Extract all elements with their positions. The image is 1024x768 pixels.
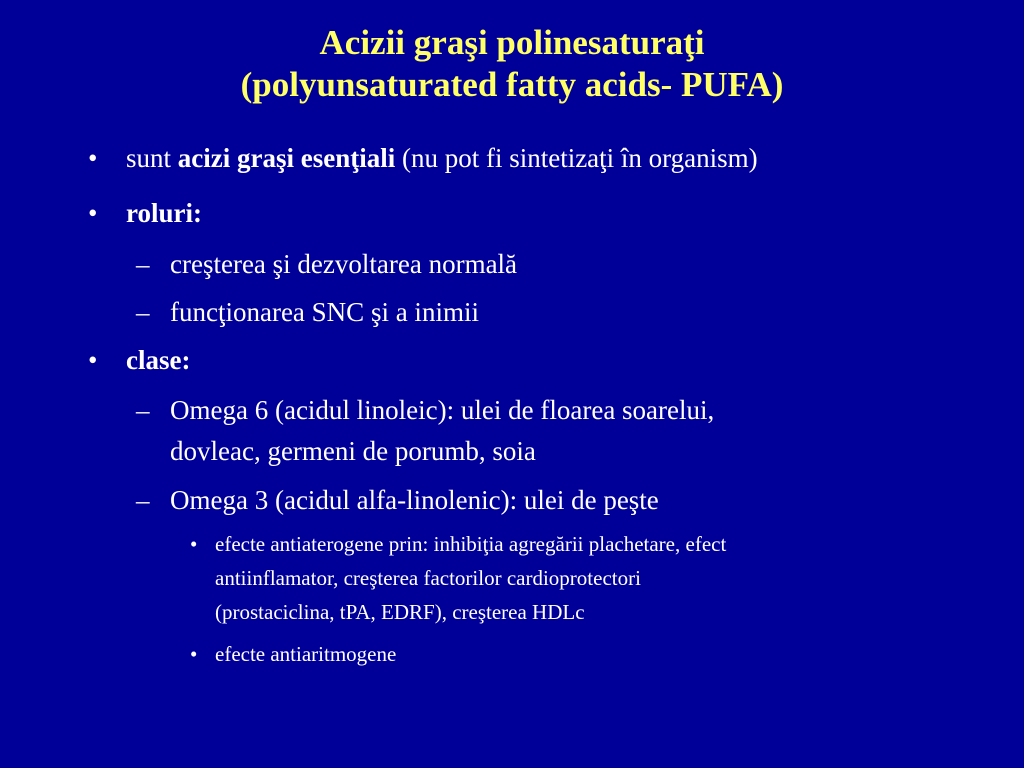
bullet-text-bold: roluri:	[126, 198, 202, 228]
sub-item-text-line-1: Omega 6 (acidul linoleic): ulei de floarea soarelui,	[170, 395, 715, 425]
dash-marker: –	[136, 395, 150, 425]
bullet-marker: •	[88, 143, 98, 173]
tertiary-text: efecte antiaritmogene	[215, 642, 397, 666]
bullet-text	[126, 193, 202, 233]
tertiary-text-line-2: antiinflamator, creşterea factorilor cardioprotectori	[215, 566, 641, 590]
bullet-marker: •	[88, 345, 98, 375]
bullet-text	[126, 340, 190, 380]
sub-item-text: creşterea şi dezvoltarea normală	[170, 249, 518, 279]
title-line-2: (polyunsaturated fatty acids- PUFA)	[240, 65, 784, 104]
small-bullet-marker: •	[190, 532, 198, 556]
bullet-text-pre: sunt	[126, 143, 178, 173]
bullet-text-bold: clase:	[126, 345, 191, 375]
dash-marker: –	[136, 249, 150, 279]
dash-marker: –	[136, 485, 150, 515]
tertiary-text-line-3: (prostaciclina, tPA, EDRF), creşterea HDLc	[215, 600, 585, 624]
tertiary-text-line-1: efecte antiaterogene prin: inhibiţia agregării plachetare, efect	[215, 532, 727, 556]
bullet-text-bold: acizi graşi esenţiali	[177, 143, 396, 173]
bullet-text-post: (nu pot fi sintetizaţi în organism)	[395, 143, 758, 173]
bullet-text	[126, 138, 758, 178]
title-line-1: Acizii graşi polinesaturaţi	[319, 23, 705, 62]
sub-item-text-line-2: dovleac, germeni de porumb, soia	[170, 436, 536, 466]
sub-item-text: funcţionarea SNC şi a inimii	[170, 297, 479, 327]
dash-marker: –	[136, 297, 150, 327]
sub-item-text: Omega 3 (acidul alfa-linolenic): ulei de peşte	[170, 485, 659, 515]
bullet-marker: •	[88, 198, 98, 228]
small-bullet-marker: •	[190, 642, 198, 666]
